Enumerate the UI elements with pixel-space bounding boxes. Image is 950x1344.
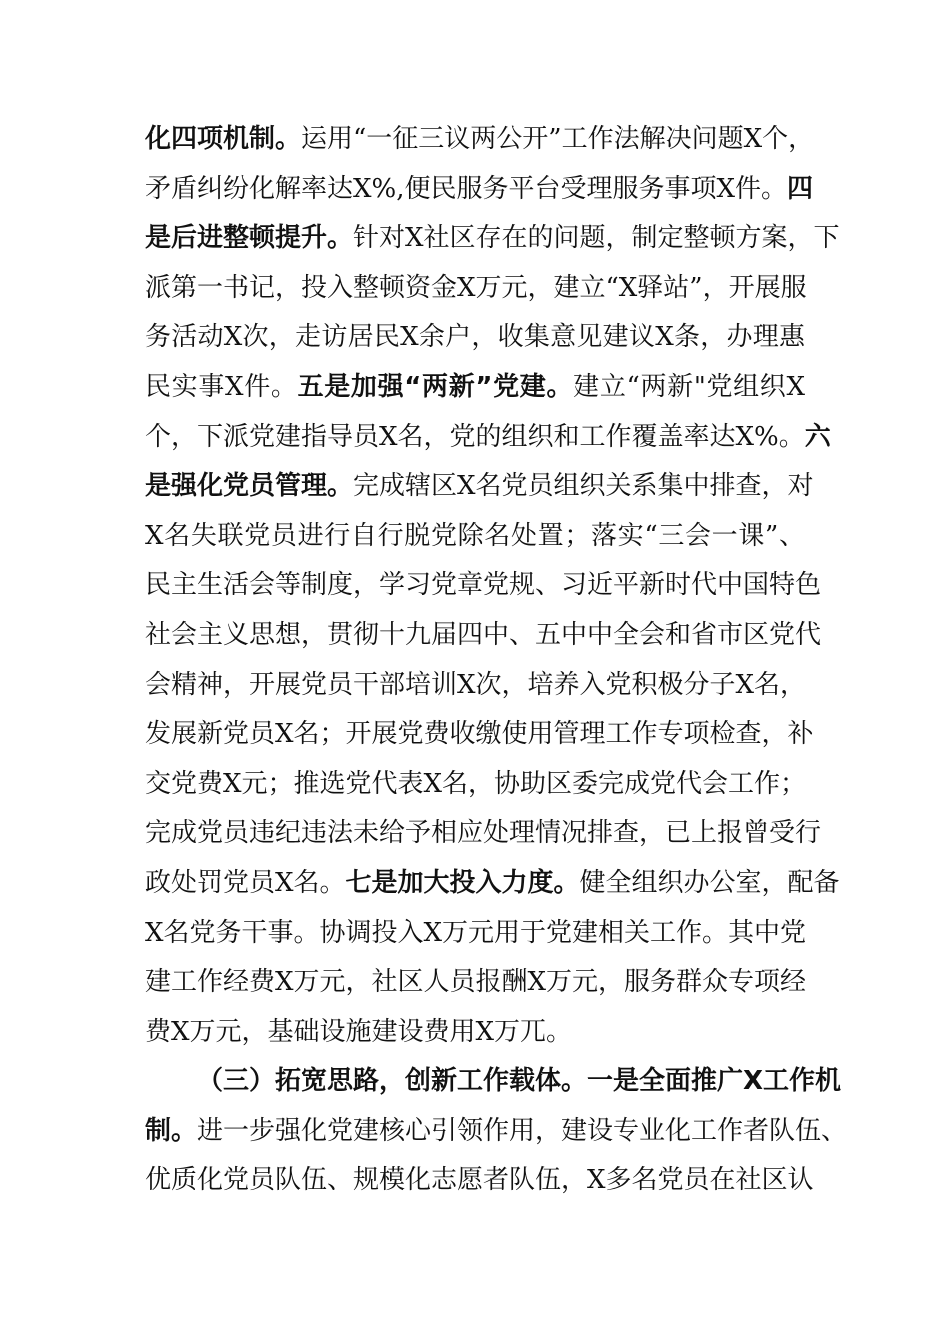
text-line: [145, 1008, 805, 1058]
document-body: [145, 115, 848, 1206]
text-line: [145, 809, 822, 859]
body-text: 派第一书记，投入整顿资金X万元，建立“X驿站”，开展服: [145, 272, 807, 303]
text-line: [145, 214, 840, 264]
text-line: [145, 1107, 848, 1157]
text-line: [145, 859, 840, 909]
text-line: [145, 661, 805, 711]
text-line: [145, 710, 814, 760]
body-text: 务活动X次，走访居民X余户，收集意见建议X条，办理惠: [145, 322, 805, 353]
text-line: [145, 313, 805, 363]
bold-heading-text: 是强化党员管理。: [145, 471, 354, 502]
body-text: 完成党员违纪违法未给予相应处理情况排查，已上报曾受行: [145, 818, 822, 849]
body-text: 健全组织办公室，配备: [579, 867, 840, 898]
text-line: [145, 611, 822, 661]
body-text: 政处罚党员X名。: [145, 867, 346, 898]
body-text: 费X万元，基础设施建设费用X万兀。: [145, 1016, 573, 1047]
body-text: 优质化党员队伍、规模化志愿者队伍，X多名党员在社区认: [145, 1165, 814, 1196]
bold-heading-text: 是后进整顿提升。: [145, 223, 354, 254]
text-line: [145, 462, 814, 512]
text-line: [145, 561, 822, 611]
bold-heading-text: 制。: [145, 1115, 198, 1146]
body-text: X名失联党员进行自行脱党除名处置；落实“三会一课”、: [145, 520, 805, 551]
bold-heading-text: 化四项机制。: [145, 124, 302, 154]
bold-heading-text: 七是加大投入力度。: [345, 867, 580, 898]
body-text: 建工作经费X万元，社区人员报酬X万元，服务群众专项经: [145, 967, 807, 998]
body-text: 矛盾纠纷化解率达X%,便民服务平台受理服务事项X件。: [145, 173, 787, 204]
body-text: 交党费X元；推选党代表X名，协助区委完成党代会工作；: [145, 768, 807, 799]
body-text: 针对X社区存在的问题，制定整顿方案，下: [353, 223, 840, 254]
text-line: [145, 363, 805, 413]
paragraph-2: [145, 1057, 848, 1206]
body-text: 进一步强化党建核心引领作用，建设专业化工作者队伍、: [197, 1115, 848, 1146]
text-line: [145, 115, 815, 165]
body-text: 会精神，开展党员干部培训X次，培养入党积极分子X名，: [145, 669, 807, 700]
body-text: 个，下派党建指导员X名，党的组织和工作覆盖率达X%。: [145, 421, 805, 452]
text-line: [145, 264, 805, 314]
body-text: 完成辖区X名党员组织关系集中排查，对: [353, 471, 814, 502]
text-line: [145, 1156, 814, 1206]
text-line: [145, 1057, 842, 1107]
bold-heading-text: 五是加强“两新”党建。: [297, 371, 574, 402]
bold-heading-text: 六: [804, 421, 831, 452]
body-text: 民主生活会等制度，学习党章党规、习近平新时代中国特色: [145, 570, 822, 601]
text-line: [145, 512, 805, 562]
text-line: [145, 760, 805, 810]
paragraph-1: [145, 115, 840, 1057]
body-text: 社会主义思想，贯彻十九届四中、五中中全会和省市区党代: [145, 619, 822, 650]
text-line: [145, 909, 805, 959]
text-line: [145, 413, 831, 463]
text-line: [145, 165, 814, 215]
body-text: 运用“一征三议两公开”工作法解决问题X个，: [301, 124, 815, 154]
bold-heading-text: 四: [787, 173, 814, 204]
bold-heading-text: （三）拓宽思路，创新工作载体。一是全面推广X工作机: [197, 1066, 842, 1097]
text-line: [145, 958, 805, 1008]
body-text: X名党务干事。协调投入X万元用于党建相关工作。其中党: [145, 917, 807, 948]
body-text: 发展新党员X名；开展党费收缴使用管理工作专项检查，补: [145, 719, 814, 750]
body-text: 民实事X件。: [145, 371, 298, 402]
body-text: 建立“两新"党组织X: [573, 371, 805, 402]
